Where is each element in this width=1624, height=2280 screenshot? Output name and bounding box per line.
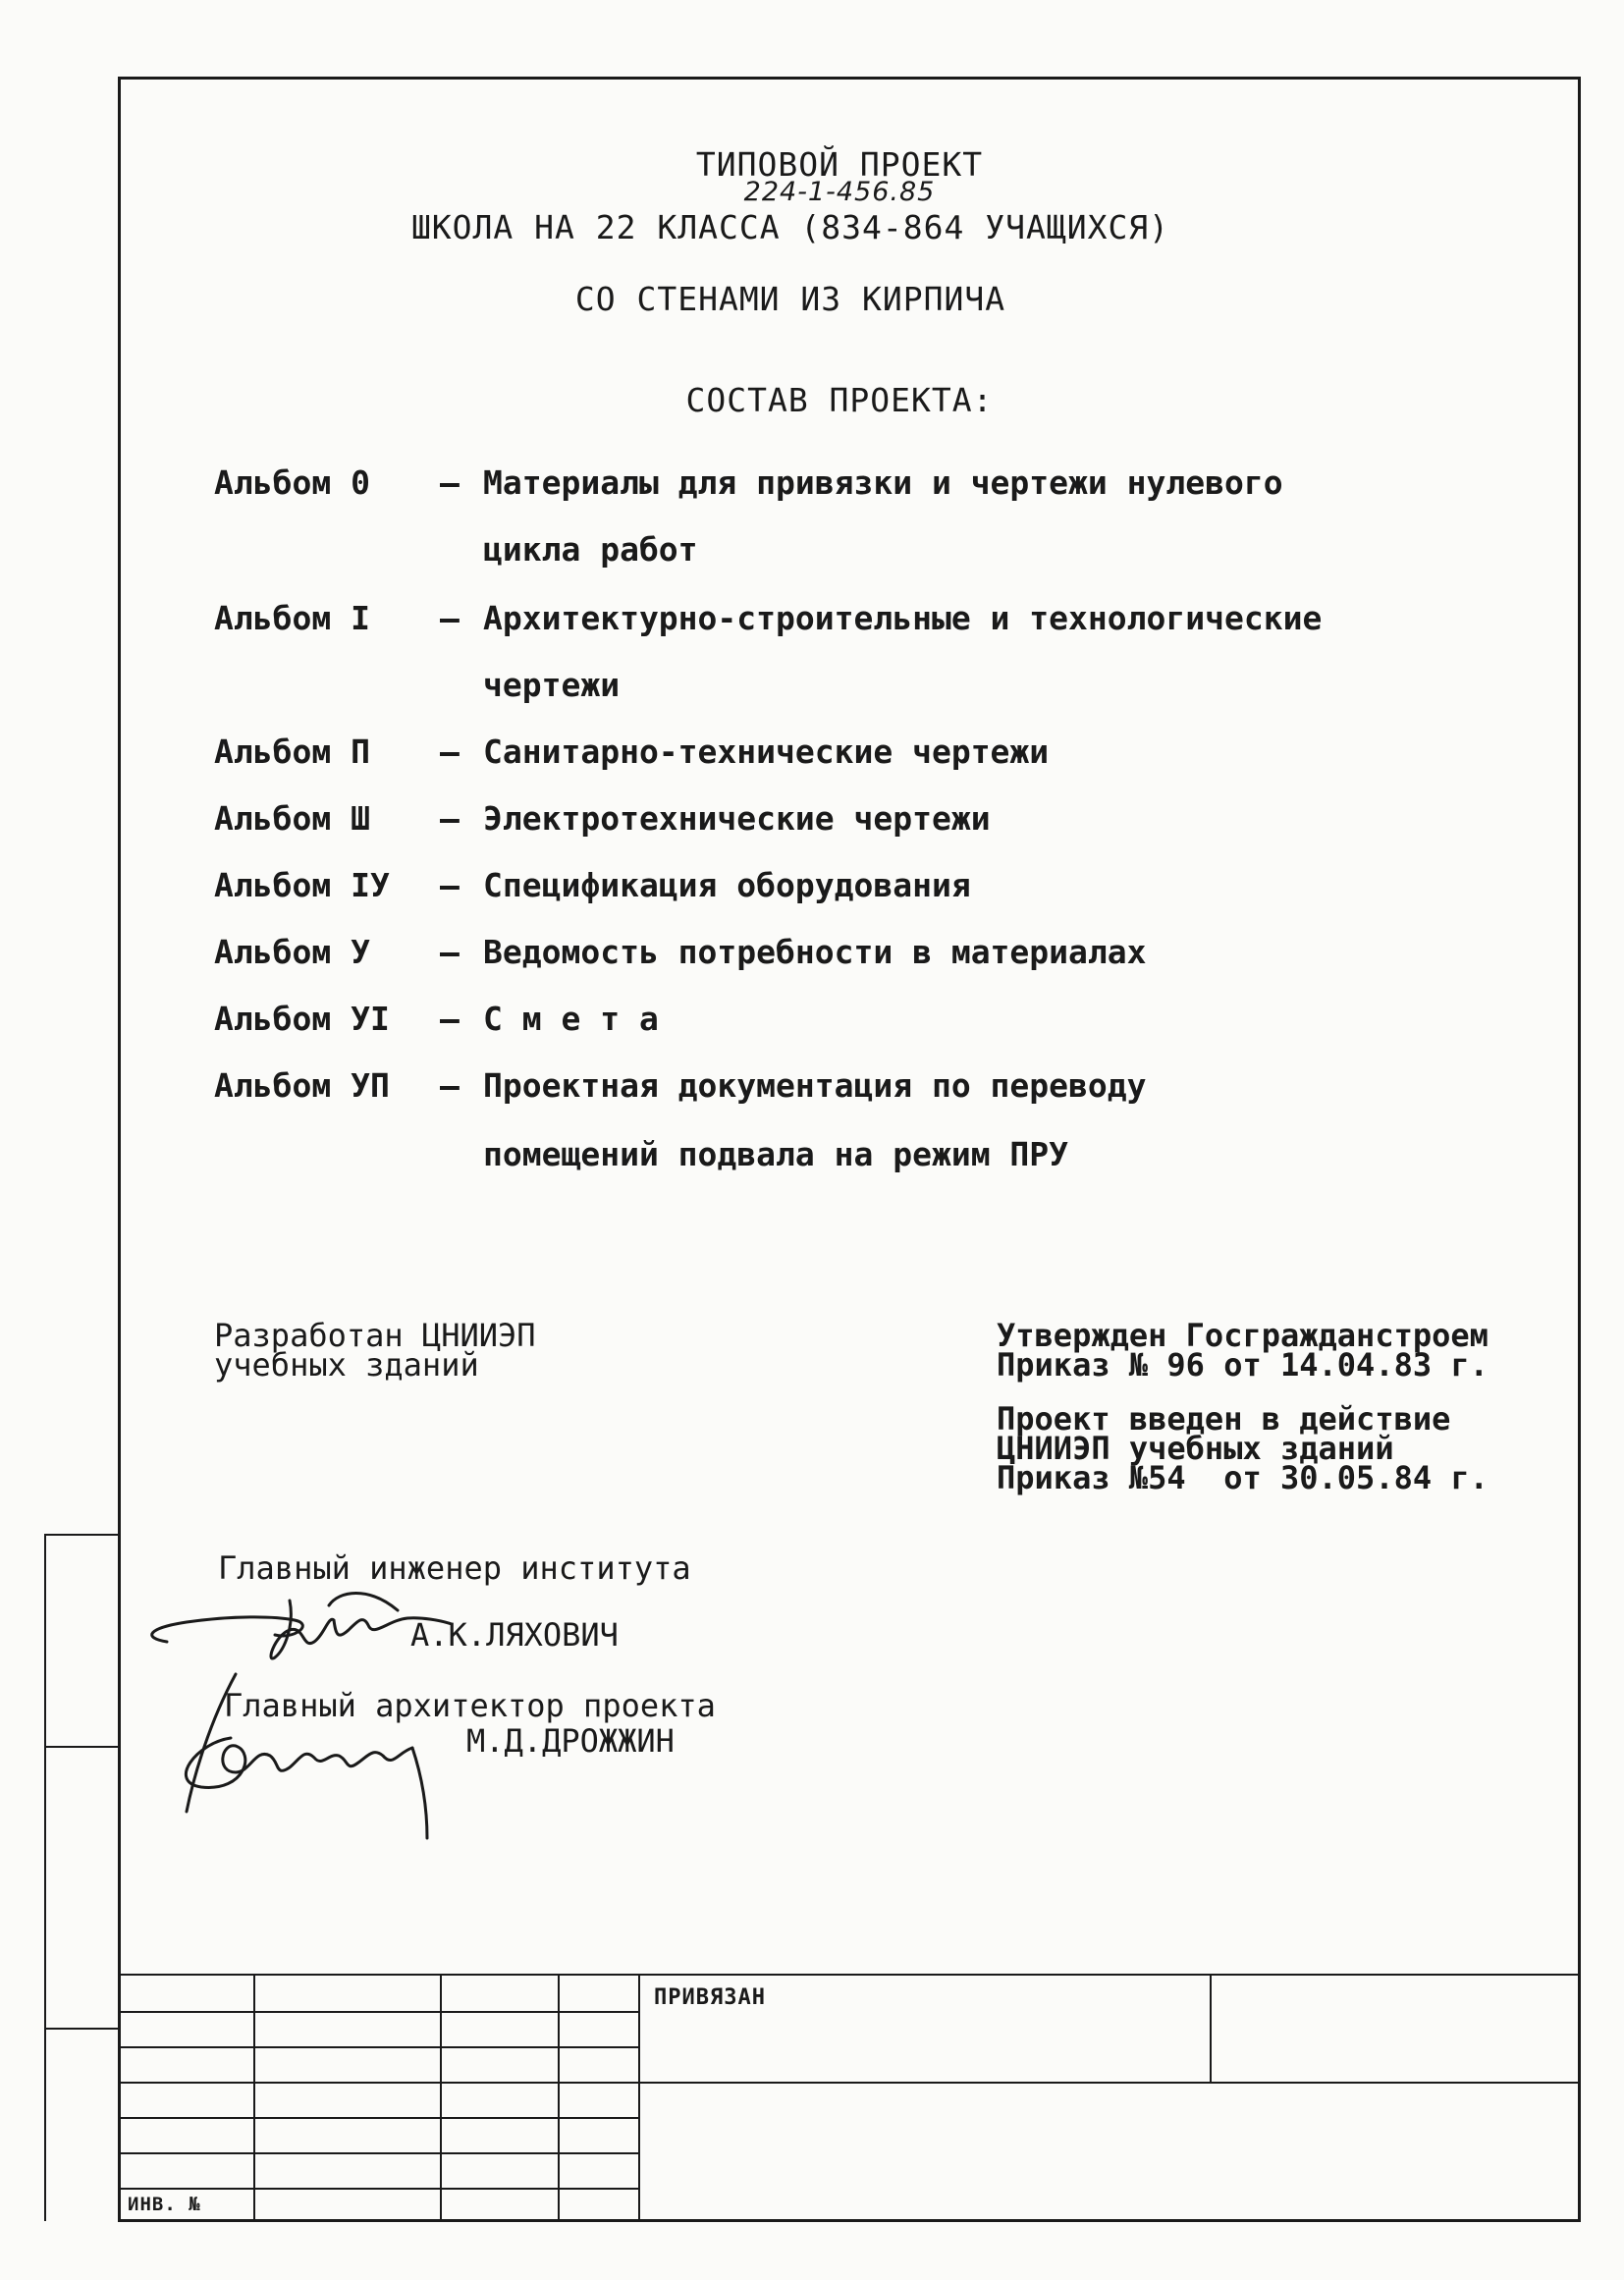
bound-label: ПРИВЯЗАН [654, 1985, 766, 2010]
inventory-number-label: ИНВ. № [128, 2194, 201, 2215]
album-description: Проектная документация по переводу [483, 1066, 1147, 1105]
approval-line-4: ЦНИИЭП учебных зданий [997, 1430, 1394, 1467]
album-dash: – [440, 463, 460, 502]
chief-architect-name: М.Д.ДРОЖЖИН [466, 1722, 675, 1760]
approval-line-1: Утвержден Госгражданстроем [997, 1317, 1489, 1354]
stamp-line [638, 1974, 640, 2222]
album-description: цикла работ [483, 530, 698, 569]
stamp-line [253, 1974, 255, 2222]
project-code: 224-1-456.85 [743, 177, 936, 207]
project-school-title: ШКОЛА НА 22 КЛАССА (834-864 УЧАЩИХСЯ) [410, 208, 1170, 246]
developer-line-1: Разработан ЦНИИЭП [214, 1317, 536, 1354]
album-dash: – [440, 1000, 460, 1038]
project-type-title: ТИПОВОЙ ПРОЕКТ [695, 145, 984, 184]
project-walls-subtitle: СО СТЕНАМИ ИЗ КИРПИЧА [574, 280, 1006, 318]
album-name: Альбом УI [214, 1000, 390, 1038]
album-name: Альбом У [214, 933, 370, 971]
approval-line-3: Проект введен в действие [997, 1400, 1451, 1438]
album-description: Электротехнические чертежи [483, 799, 991, 838]
margin-line [44, 1534, 46, 2221]
margin-line [44, 1746, 119, 1748]
stamp-line [440, 1974, 442, 2222]
signatures-drawing [128, 1581, 560, 1846]
album-dash: – [440, 799, 460, 838]
stamp-line [118, 2011, 638, 2013]
album-name: Альбом IУ [214, 866, 390, 904]
album-name: Альбом П [214, 733, 370, 771]
stamp-line [118, 1974, 1581, 1976]
album-dash: – [440, 1066, 460, 1105]
album-description: Материалы для привязки и чертежи нулевого [483, 463, 1283, 502]
album-description: чертежи [483, 666, 621, 704]
album-dash: – [440, 866, 460, 904]
album-dash: – [440, 933, 460, 971]
album-name: Альбом УП [214, 1066, 390, 1105]
stamp-line [1210, 1974, 1212, 2084]
album-description: С м е т а [483, 1000, 659, 1038]
album-name: Альбом I [214, 599, 370, 637]
stamp-line [118, 2152, 638, 2154]
stamp-line [558, 1974, 560, 2222]
album-description: Архитектурно-строительные и технологические [483, 599, 1323, 637]
contents-title: СОСТАВ ПРОЕКТА: [685, 381, 994, 419]
stamp-line [118, 2046, 638, 2048]
chief-architect-title: Главный архитектор проекта [224, 1687, 716, 1724]
stamp-line [118, 2082, 1581, 2084]
album-description: Ведомость потребности в материалах [483, 933, 1147, 971]
album-name: Альбом Ш [214, 799, 370, 838]
chief-engineer-title: Главный инженер института [218, 1549, 691, 1587]
album-description: Санитарно-технические чертежи [483, 733, 1050, 771]
margin-line [44, 1534, 119, 1536]
approval-line-5: Приказ №54 от 30.05.84 г. [997, 1459, 1489, 1496]
developer-line-2: учебных зданий [214, 1346, 479, 1384]
stamp-line [118, 2117, 638, 2119]
album-description: помещений подвала на режим ПРУ [483, 1135, 1069, 1173]
stamp-line [118, 2188, 638, 2190]
chief-engineer-name: А.К.ЛЯХОВИЧ [410, 1616, 619, 1654]
album-description: Спецификация оборудования [483, 866, 971, 904]
album-dash: – [440, 733, 460, 771]
album-name: Альбом 0 [214, 463, 370, 502]
margin-line [44, 2028, 119, 2030]
album-dash: – [440, 599, 460, 637]
approval-line-2: Приказ № 96 от 14.04.83 г. [997, 1346, 1489, 1384]
